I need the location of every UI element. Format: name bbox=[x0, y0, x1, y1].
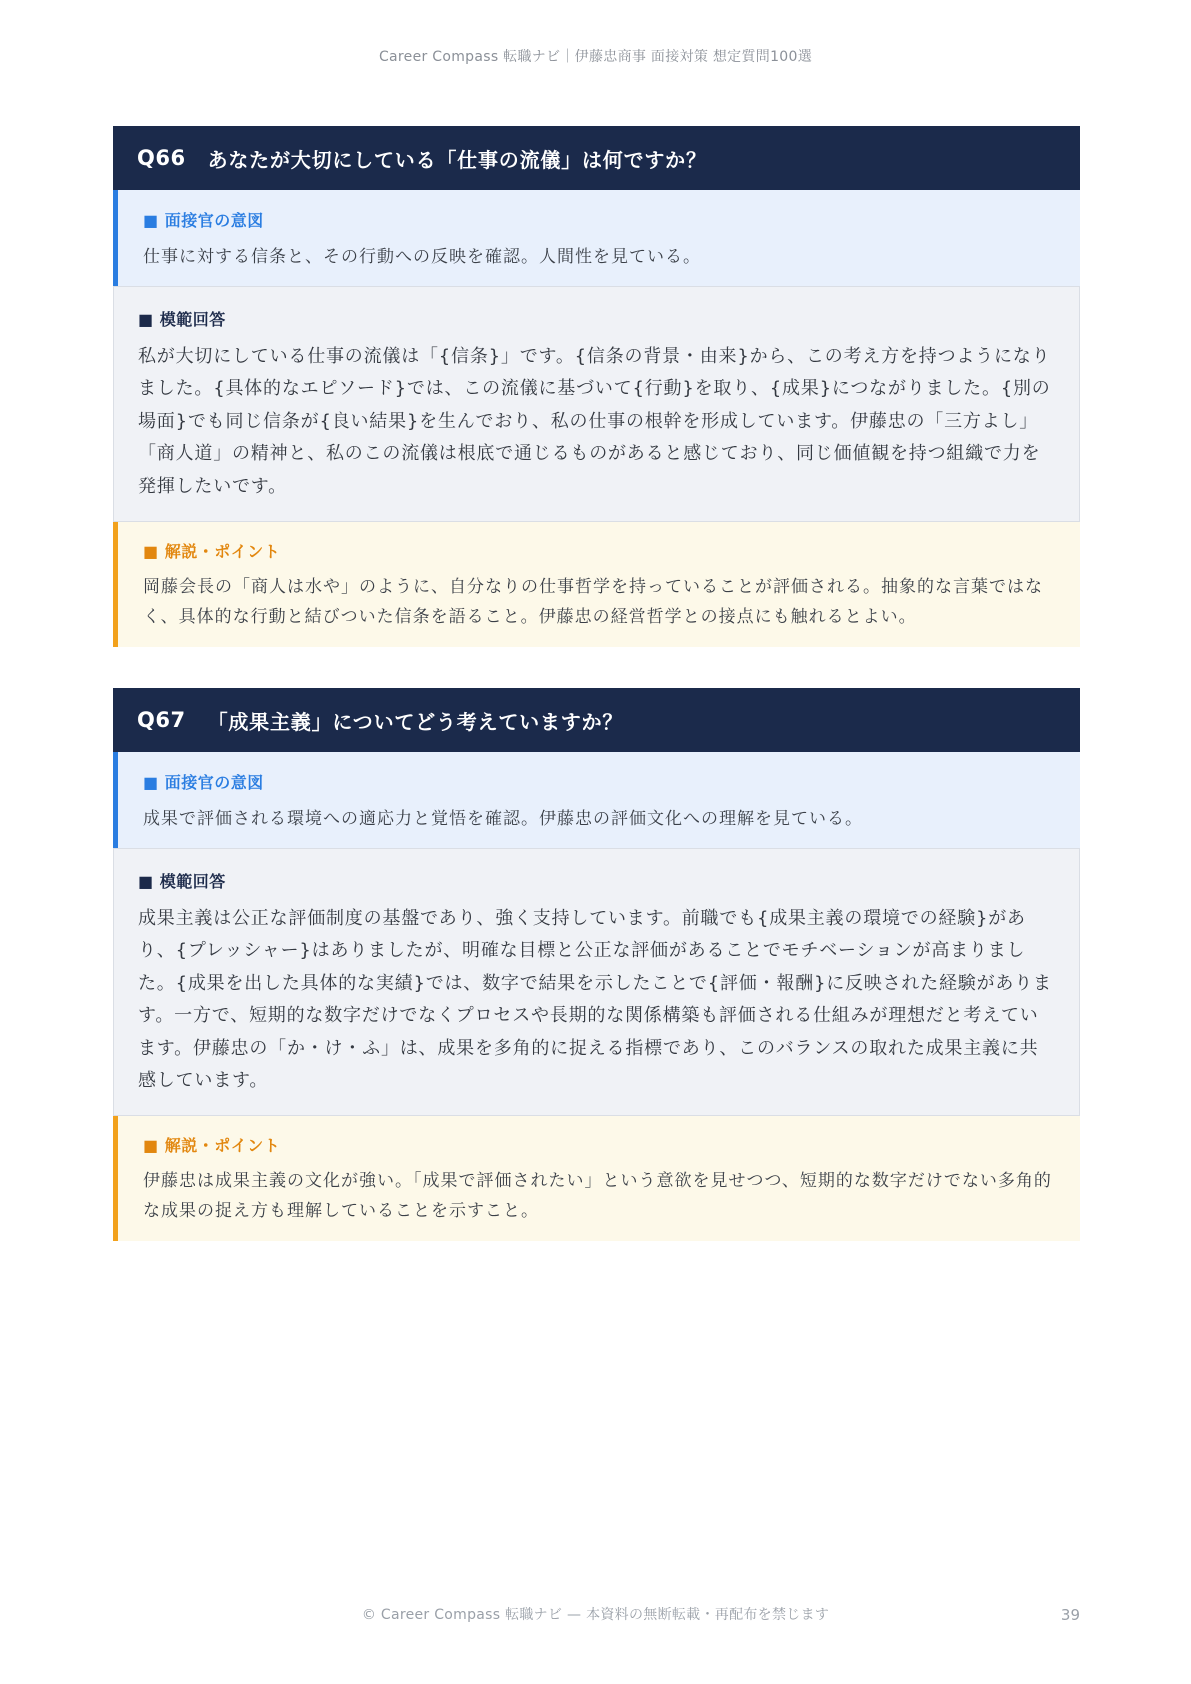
interviewer-intent-text: 仕事に対する信条と、その行動への反映を確認。人間性を見ている。 bbox=[143, 247, 701, 267]
interviewer-intent-label: ■ 面接官の意図 bbox=[143, 211, 264, 230]
explanation-point-label: ■ 解説・ポイント bbox=[143, 1136, 281, 1156]
interviewer-intent-section bbox=[113, 752, 1080, 848]
question-card-q66 bbox=[113, 126, 1080, 647]
model-answer-text: 私が大切にしている仕事の流儀は「{信条}」です。{信条の背景・由来}から、この考え方を持つようになりました。{具体的なエピソード}では、この流儀に基づいて{行動}を取り、{成果}につながりました。{別の場面}でも同じ信条が{良い結果}を生んでおり、私の仕事の根幹を形成しています。伊藤忠の「三方よし」「商人道」の精神と、私のこの流儀は根底で通じるものがあると感じており、同じ価値観を持つ組織で力を発揮したいです。 bbox=[138, 346, 1051, 497]
question-list bbox=[113, 126, 1080, 1282]
interviewer-intent-text: 成果で評価される環境への適応力と覚悟を確認。伊藤忠の評価文化への理解を見ている。 bbox=[143, 809, 863, 830]
question-card-q67 bbox=[113, 688, 1080, 1241]
model-answer-label: ■ 模範回答 bbox=[138, 872, 226, 892]
running-header: Career Compass 転職ナビ｜伊藤忠商事 面接対策 想定質問100選 bbox=[378, 49, 813, 65]
interviewer-intent-label: ■ 面接官の意図 bbox=[143, 773, 264, 793]
question-number: Q67 bbox=[137, 708, 186, 733]
page-number: 39 bbox=[1060, 1606, 1080, 1624]
question-title: 「成果主義」についてどう考えていますか？ bbox=[207, 709, 624, 734]
explanation-point-text: 伊藤忠は成果主義の文化が強い。「成果で評価されたい」という意欲を見せつつ、短期的な数字だけでない多角的な成果の捉え方も理解していることを示すこと。 bbox=[143, 1171, 1052, 1222]
explanation-point-section bbox=[113, 522, 1080, 647]
explanation-point-text: 岡藤会長の「商人は水や」のように、自分なりの仕事哲学を持っていることが評価される。抽象的な言葉ではなく、具体的な行動と結びついた信条を語ること。伊藤忠の経営哲学との接点にも触れるとよい。 bbox=[143, 577, 1043, 628]
footer-copyright: © Career Compass 転職ナビ — 本資料の無断転載・再配布を禁じます bbox=[361, 1607, 830, 1623]
question-header bbox=[113, 688, 1080, 752]
question-title: あなたが大切にしている「仕事の流儀」は何ですか？ bbox=[207, 147, 707, 172]
question-header bbox=[113, 126, 1080, 190]
explanation-point-section bbox=[113, 1116, 1080, 1241]
model-answer-section bbox=[113, 848, 1080, 1116]
model-answer-text: 成果主義は公正な評価制度の基盤であり、強く支持しています。前職でも{成果主義の環境での経験}があり、{プレッシャー}はありましたが、明確な目標と公正な評価があることでモチベーションが高まりました。{成果を出した具体的な実績}では、数字で結果を示したことで{評価・報酬}に反映された経験があります。一方で、短期的な数字だけでなくプロセスや長期的な関係構築も評価される仕組みが理想だと考えています。伊藤忠の「か・け・ふ」は、成果を多角的に捉える指標であり、このバランスの取れた成果主義に共感しています。 bbox=[138, 908, 1052, 1092]
model-answer-section bbox=[113, 286, 1080, 522]
interviewer-intent-section bbox=[113, 190, 1080, 286]
question-number: Q66 bbox=[137, 146, 186, 170]
explanation-point-label: ■ 解説・ポイント bbox=[143, 542, 281, 562]
model-answer-label: ■ 模範回答 bbox=[138, 310, 226, 329]
